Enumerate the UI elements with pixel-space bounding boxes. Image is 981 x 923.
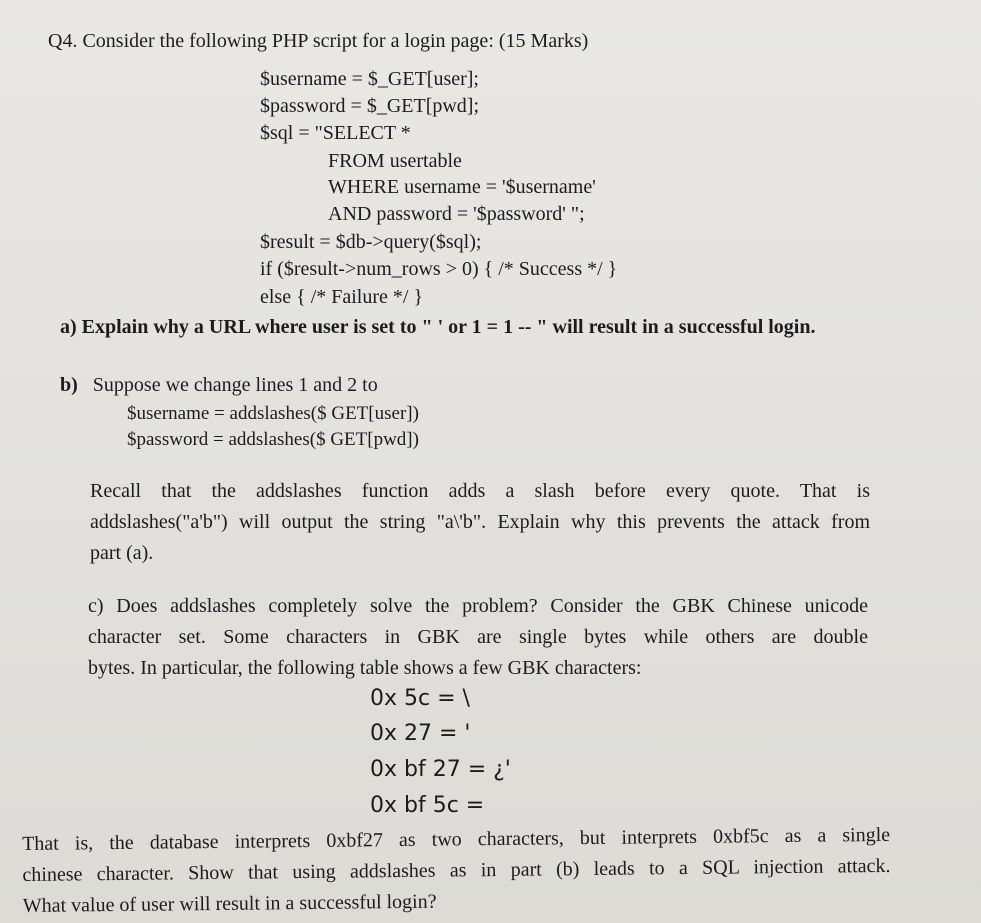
code-line-else: else { /* Failure */ } [260, 286, 424, 308]
part-b-line-3: part (a). [90, 542, 154, 564]
code-line-username: $username = $_GET[user]; [260, 68, 479, 90]
gbk-row-27: 0x 27 = ' [370, 721, 471, 746]
question-title: Q4. Consider the following PHP script for a login page: (15 Marks) [48, 30, 589, 52]
code-line-password: $password = $_GET[pwd]; [260, 95, 480, 117]
closing-line-3: What value of user will result in a successful login? [22, 890, 437, 917]
part-b-intro [60, 375, 378, 395]
part-c-paragraph [88, 591, 868, 684]
code-line-sql: $sql = "SELECT * [260, 122, 411, 144]
closing-line-2: chinese character. Show that using addslashes as in part (b) leads to a SQL injection attack. [22, 854, 891, 886]
part-b-intro-text: Suppose we change lines 1 and 2 to [92, 374, 378, 396]
code-line-result: $result = $db->query($sql); [260, 231, 482, 253]
part-b-code-password: $password = addslashes($ GET[pwd]) [127, 429, 419, 450]
gbk-row-5c: 0x 5c = \ [370, 686, 470, 711]
part-b-paragraph [90, 476, 870, 569]
gbk-row-bf27: 0x bf 27 = ¿' [370, 757, 511, 782]
code-line-if: if ($result->num_rows > 0) { /* Success */ } [260, 258, 618, 280]
part-c-line-2: character set. Some characters in GBK are single bytes while others are double [88, 626, 868, 648]
code-line-from: FROM usertable [328, 150, 462, 172]
gbk-row-bf5c: 0x bf 5c = [370, 793, 485, 818]
part-b-line-1: Recall that the addslashes function adds a slash before every quote. That is [90, 480, 870, 502]
part-b-code-username: $username = addslashes($ GET[user]) [127, 403, 419, 424]
part-c-line-1: c) Does addslashes completely solve the problem? Consider the GBK Chinese unicode [88, 595, 868, 617]
part-b-line-2: addslashes("a'b") will output the string "a\'b". Explain why this prevents the attack from [90, 511, 870, 533]
part-c-closing-paragraph [22, 820, 891, 922]
code-line-and: AND password = '$password' "; [328, 203, 585, 225]
closing-line-1: That is, the database interprets 0xbf27 as two characters, but interprets 0xbf5c as a single [22, 823, 891, 855]
code-line-where: WHERE username = '$username' [328, 176, 596, 198]
part-c-line-3: bytes. In particular, the following table shows a few GBK characters: [88, 657, 642, 679]
part-b-label: b) [60, 374, 78, 396]
part-a-question: a) Explain why a URL where user is set to " ' or 1 = 1 -- " will result in a successful login. [60, 316, 816, 338]
